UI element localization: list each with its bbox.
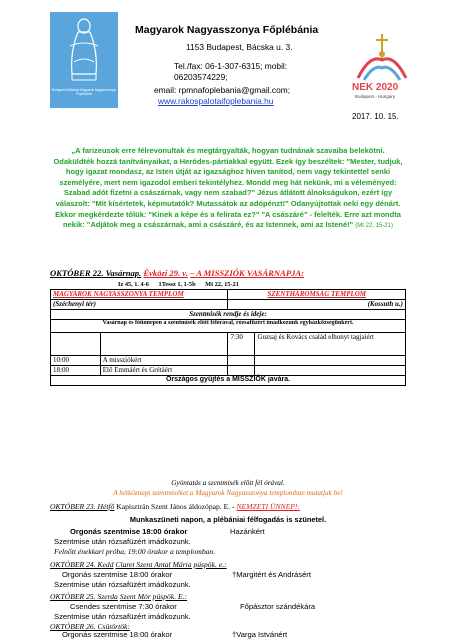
day-date: OKTÓBER 25. Szerda	[50, 592, 118, 601]
sunday-mission: – A MISSZIÓK VASÁRNAPJA:	[190, 268, 304, 278]
reading-2: 1Tessz 1, 1-5b	[158, 281, 196, 288]
day-saint: Szent Mór püspök. E.:	[119, 592, 188, 601]
rosary-line: Szentmise után rózsafüzért imádkozunk.	[54, 612, 191, 621]
mass-time: 7:30	[228, 333, 255, 356]
mass-intention: Hazánkért	[230, 527, 265, 536]
parish-logo	[50, 12, 118, 108]
gospel-text: „A farizeusok erre félrevonultak és megtárgyalták, hogyan tudnának szavaiba belekötni. Odaküldték hozzá tanítványaikat, a Heródes-pártiakkal együtt. Ezek így beszéltek: "Mester, tudjuk, hogy igazat mondasz, az Isten útját az igazsághoz híven tanítod, nem vagy tekintettel senki személyére, mert nem igazodol emberi tekintélyhez. Mondd meg hát nekünk, mi a véleményed: Szabad adót fizetni a császárnak, vagy nem szabad?" Jézus átlátott álnokságukon, ezért így válaszolt: "Mit kísértetek, képmutatók? Mutassátok az adópénzt!" Odanyújtottak neki egy dénárt. Ekkor megkérdezte tőlük: "Kinek a képe és a felirata ez?" "A császáré" - felelték. Erre azt mondta nekik: "Adjátok meg a császárnak, ami a császáré, és az Istennek, ami az Istené!"	[53, 146, 403, 230]
church-2-name: SZENTHÁROMSÁG TEMPLOM	[228, 290, 406, 300]
rosary-line: Szentmise után rózsafüzért imádkozunk.	[54, 580, 191, 589]
logo-caption: Budapest-Kőbánya Magyarok Nagyasszonya Főplébánia	[52, 88, 116, 96]
mass-line: Orgonás szentmise 18:00 órakor	[62, 630, 173, 639]
sunday-week: Évközi 29. v.	[143, 268, 188, 278]
day-oct-23	[50, 502, 300, 511]
day-date: OKTÓBER 26. Csütörtök:	[50, 622, 130, 631]
mass-intention: Főpásztor szándékára	[240, 602, 316, 611]
confession-note: Gyóntatás a szentmisék előtt fél órával.	[171, 479, 285, 487]
church-2-location: (Kossuth u.)	[228, 300, 406, 310]
day-oct-24	[50, 560, 227, 569]
day-saint: Kapisztrán Szent János áldozópap. E. -	[116, 502, 235, 511]
national-holiday: NEMZETI ÜNNEP!:	[236, 502, 300, 511]
address-email: email: rpmnafoplebania@gmail.com;	[154, 85, 291, 95]
mass-time: 18:00	[51, 366, 101, 376]
nek-logo-icon	[352, 30, 412, 90]
mass-time: 10:00	[51, 356, 101, 366]
bulletin-date: 2017. 10. 15.	[352, 112, 399, 121]
reading-3: Mt 22, 15-21	[205, 281, 239, 288]
address-tel: Tel./fax: 06-1-307-6315; mobil:	[174, 61, 288, 71]
address-mobile: 06203574229;	[174, 72, 228, 82]
choir-line: Felnőtt énekkari próba, 19:00 órakor a templomban.	[54, 547, 216, 556]
day-saint: Claret Szent Antal Mária püspök. e.:	[115, 560, 227, 569]
readings	[118, 281, 247, 288]
mass-line: Orgonás szentmise 18:00 órakor	[62, 570, 173, 579]
mass-intention: Guzsaj és Kovács család elhunyt tagjaiért	[255, 333, 406, 356]
address-street: 1153 Budapest, Bácska u. 3.	[186, 42, 293, 52]
mass-intention: †Varga Istvánért	[232, 630, 288, 639]
mass-line: Orgonás szentmise 18:00 órakor	[70, 527, 188, 536]
sunday-date: OKTÓBER 22. Vasárnap.	[50, 268, 142, 278]
parish-name: Magyarok Nagyasszonya Főplébánia	[135, 24, 319, 36]
mass-schedule-table	[50, 289, 406, 386]
weekday-mass-note: A hétköznapi szentmiséket a Magyarok Nagyasszonya templomban mutatjuk be!	[113, 489, 343, 497]
day-date: OKTÓBER 24. Kedd	[50, 560, 114, 569]
church-1-name: MAGYAROK NAGYASSZONYA TEMPLOM	[51, 290, 228, 300]
gospel-quote	[50, 146, 406, 232]
rosary-line: Szentmise után rózsafüzért imádkozunk.	[54, 537, 191, 546]
sunday-heading	[50, 268, 410, 278]
mass-intention: A missziókért	[100, 356, 228, 366]
church-1-location: (Széchenyi tér)	[51, 300, 228, 310]
mass-intention: Elő Emmáért és Grétáért	[100, 366, 228, 376]
mass-line: Csendes szentmise 7:30 órakor	[70, 602, 177, 611]
rosary-note: Vasárnap és főünnepen a szentmisék előtt félórával, rózsafüzért imádkozunk egyházközségünkért.	[51, 320, 406, 333]
holiday-note: Munkaszüneti napon, a plébániai félfogadás is szünetel.	[129, 515, 327, 524]
day-oct-25	[50, 592, 187, 601]
website-link[interactable]: www.rakospalotaifoplebania.hu	[158, 96, 274, 106]
mass-intention: †Margitért és Andrásért	[232, 570, 311, 579]
collection-note: Országos gyűjtés a MISSZIÓK javára.	[51, 376, 406, 386]
reading-1: Iz 45, 1. 4-6	[118, 281, 149, 288]
nek-title: NEK 2020	[352, 82, 399, 93]
mary-figure-icon	[50, 12, 118, 88]
day-date: OKTÓBER 23. Hétfő	[50, 502, 115, 511]
gospel-reference: (Mt 22, 15-21)	[355, 223, 393, 230]
mass-order-heading: Szentmisék rendje és ideje:	[51, 310, 406, 320]
nek-subtitle: Budapest - Hungary	[355, 94, 396, 99]
